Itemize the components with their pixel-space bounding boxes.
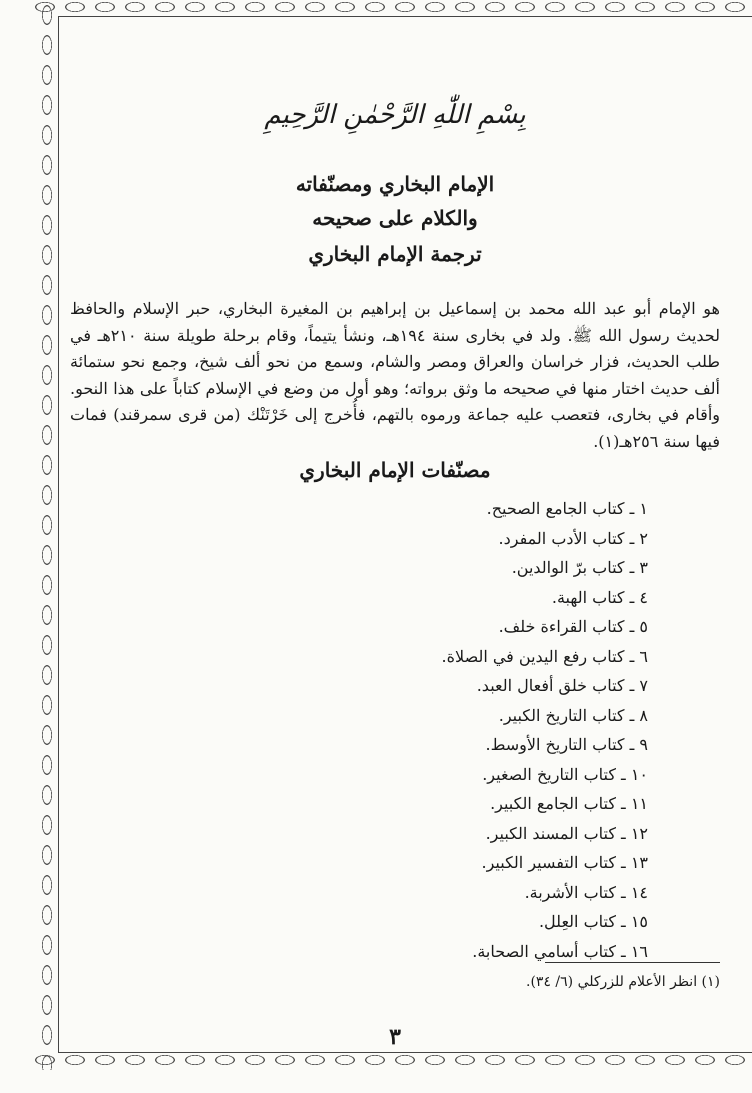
page-content [70, 0, 720, 1093]
list-item: ١ ـ كتاب الجامع الصحيح. [486, 499, 648, 518]
sub-heading: والكلام على صحيحه [312, 206, 478, 230]
page-number: ٣ [389, 1024, 401, 1050]
list-item: ٧ ـ كتاب خلق أفعال العبد. [476, 676, 648, 695]
works-list [328, 494, 648, 966]
list-item: ١١ ـ كتاب الجامع الكبير. [490, 794, 648, 813]
biography-heading: ترجمة الإمام البخاري [308, 242, 482, 266]
biography-paragraph: هو الإمام أبو عبد الله محمد بن إسماعيل بن إبراهيم بن المغيرة البخاري، حبر الإسلام والحافظ لحديث رسول الله ﷺ. ولد في بخارى سنة ١٩٤هـ، ونشأ يتيماً، وقام برحلة طويلة سنة ٢١٠هـ في طلب الحديث، فزار خراسان والعراق ومصر والشام، وسمع من نحو ألف شيخ، وجمع نحو ستمائة ألف حديث اختار منها في صحيحه ما وثق برواته؛ وهو أول من وضع في الإسلام كتاباً على هذا النحو. وأقام في بخارى، فتعصب عليه جماعة ورموه بالتهم، فأُخرج إلى خَرْتَنْك (من قرى سمرقند) فمات فيها سنة ٢٥٦هـ(١). [70, 299, 720, 451]
list-item: ١٢ ـ كتاب المسند الكبير. [485, 823, 648, 843]
footnote: (١) انظر الأعلام للزركلي (٦/ ٣٤). [526, 974, 720, 990]
list-item: ١٦ ـ كتاب أسامي الصحابة. [472, 941, 648, 961]
list-item: ٦ ـ كتاب رفع اليدين في الصلاة. [441, 646, 648, 666]
list-item: ١٠ ـ كتاب التاريخ الصغير. [482, 764, 648, 784]
list-item: ٥ ـ كتاب القراءة خلف. [498, 617, 648, 636]
list-item: ٩ ـ كتاب التاريخ الأوسط. [485, 735, 648, 754]
footnote-divider [545, 962, 720, 963]
main-heading: الإمام البخاري ومصنّفاته [295, 172, 495, 196]
list-item: ٨ ـ كتاب التاريخ الكبير. [498, 705, 648, 725]
works-heading: مصنّفات الإمام البخاري [299, 458, 491, 482]
ornamental-border-left [38, 0, 56, 1070]
list-item: ٣ ـ كتاب برّ الوالدين. [511, 558, 648, 577]
list-item: ٤ ـ كتاب الهبة. [551, 587, 648, 607]
list-item: ٢ ـ كتاب الأدب المفرد. [498, 528, 648, 548]
list-item: ١٤ ـ كتاب الأشربة. [524, 882, 648, 902]
list-item: ١٣ ـ كتاب التفسير الكبير. [481, 853, 648, 872]
basmala: بِسْمِ اللّٰهِ الرَّحْمٰنِ الرَّحِيمِ [264, 100, 526, 130]
list-item: ١٥ ـ كتاب العِلل. [538, 912, 648, 931]
